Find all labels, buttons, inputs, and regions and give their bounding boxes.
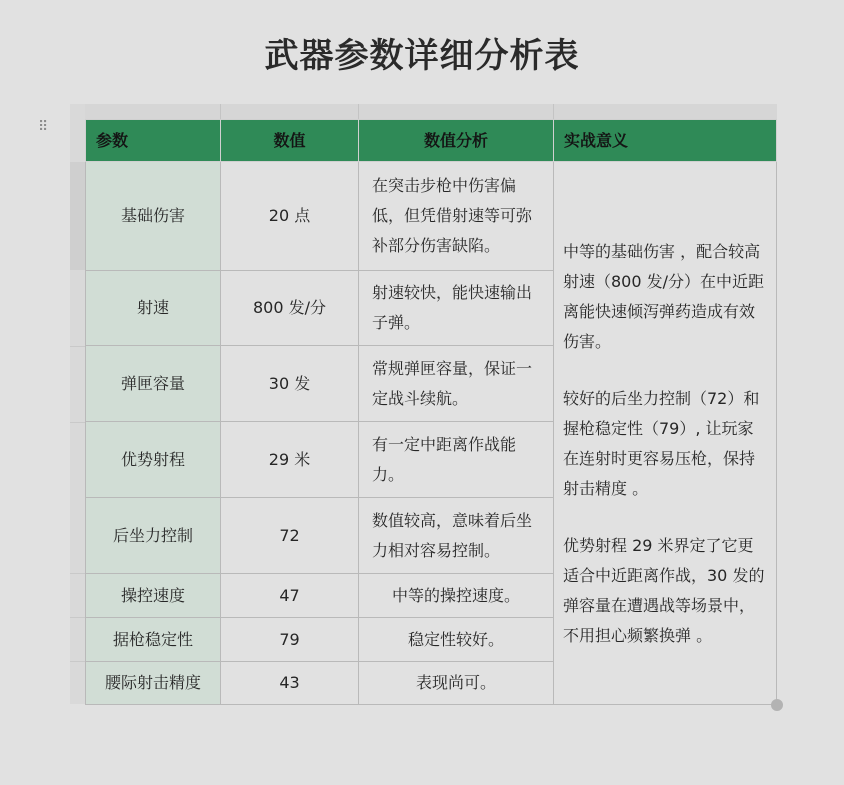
value-cell[interactable]: 20 点 <box>221 162 359 271</box>
value-cell[interactable]: 29 米 <box>221 422 359 498</box>
meaning-spacer <box>563 504 768 531</box>
meaning-spacer <box>563 357 768 384</box>
row-divider <box>70 617 85 618</box>
drag-handle-icon[interactable]: ⠿ <box>38 119 50 135</box>
param-cell[interactable]: 射速 <box>86 271 221 346</box>
header-cell-meaning[interactable]: 实战意义 <box>554 120 777 162</box>
header-cell-param[interactable]: 参数 <box>86 120 221 162</box>
param-cell[interactable]: 据枪稳定性 <box>86 618 221 662</box>
table-header-row <box>86 120 777 162</box>
analysis-cell[interactable]: 数值较高，意味着后坐力相对容易控制。 <box>359 498 554 574</box>
row-divider <box>70 661 85 662</box>
param-cell[interactable]: 腰际射击精度 <box>86 662 221 705</box>
column-divider[interactable] <box>358 104 359 119</box>
row-divider <box>70 346 85 347</box>
analysis-cell[interactable]: 射速较快，能快速输出子弹。 <box>359 271 554 346</box>
column-header-bar[interactable] <box>70 104 777 119</box>
header-cell-value[interactable]: 数值 <box>221 120 359 162</box>
value-cell[interactable]: 43 <box>221 662 359 705</box>
meaning-paragraph: 中等的基础伤害 ，配合较高射速（800 发/分）在中近距离能快速倾泻弹药造成有效伤害。 <box>563 242 765 351</box>
param-cell[interactable]: 基础伤害 <box>86 162 221 271</box>
param-cell[interactable]: 操控速度 <box>86 574 221 618</box>
param-cell[interactable]: 弹匣容量 <box>86 346 221 422</box>
row-divider <box>70 422 85 423</box>
header-cell-analysis[interactable]: 数值分析 <box>359 120 554 162</box>
table-row <box>86 162 777 271</box>
row-header-selected[interactable] <box>70 162 85 270</box>
analysis-cell[interactable]: 常规弹匣容量，保证一定战斗续航。 <box>359 346 554 422</box>
weapon-params-table <box>85 119 777 705</box>
value-cell[interactable]: 47 <box>221 574 359 618</box>
value-cell[interactable]: 79 <box>221 618 359 662</box>
analysis-cell[interactable]: 在突击步枪中伤害偏低，但凭借射速等可弥补部分伤害缺陷。 <box>359 162 554 271</box>
row-divider <box>70 573 85 574</box>
page-title: 武器参数详细分析表 <box>264 36 580 76</box>
param-cell[interactable]: 后坐力控制 <box>86 498 221 574</box>
column-divider[interactable] <box>220 104 221 119</box>
meaning-paragraph: 优势射程 29 米界定了它更适合中近距离作战，30 发的弹容量在遭遇战等场景中， 不用担心频繁换弹 。 <box>563 536 765 645</box>
analysis-cell[interactable]: 稳定性较好。 <box>359 618 554 662</box>
meaning-cell[interactable] <box>554 162 777 705</box>
meaning-paragraph: 较好的后坐力控制（72）和握枪稳定性（79）, 让玩家在连射时更容易压枪，保持射击精度 。 <box>563 389 760 498</box>
value-cell[interactable]: 800 发/分 <box>221 271 359 346</box>
analysis-cell[interactable]: 有一定中距离作战能力。 <box>359 422 554 498</box>
analysis-cell[interactable]: 表现尚可。 <box>359 662 554 705</box>
column-divider[interactable] <box>553 104 554 119</box>
table-resize-handle[interactable] <box>771 699 783 711</box>
analysis-cell[interactable]: 中等的操控速度。 <box>359 574 554 618</box>
value-cell[interactable]: 72 <box>221 498 359 574</box>
param-cell[interactable]: 优势射程 <box>86 422 221 498</box>
value-cell[interactable]: 30 发 <box>221 346 359 422</box>
